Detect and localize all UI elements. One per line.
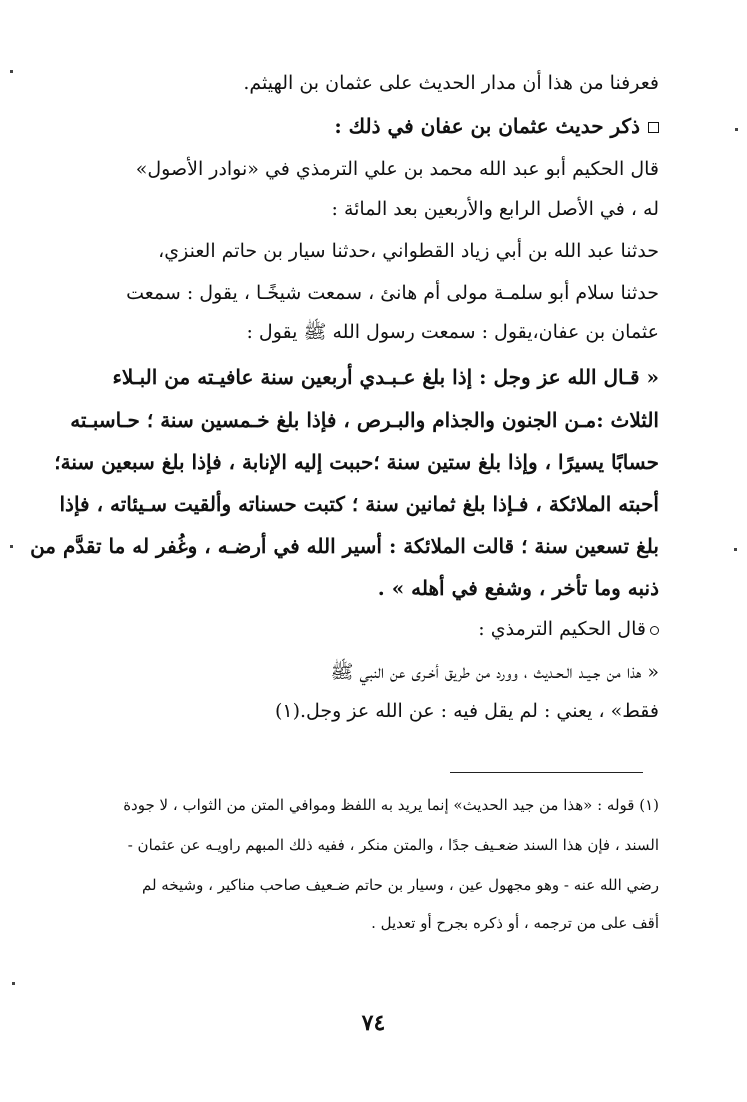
hadith-line: بلغ تسعين سنة ؛ قالت الملائكة : أسير الله في أرضـه ، وغُفر له ما تقدَّم من bbox=[30, 534, 659, 558]
hadith-line: أحبته الملائكة ، فـإذا بلغ ثمانين سنة ؛ كتبت حسناته وألقيت سـيئاته ، فإذا bbox=[59, 492, 659, 516]
footnote-line: أقف على من ترجمه ، أو ذكره بجرح أو تعديل . bbox=[371, 914, 659, 932]
circle-bullet-icon bbox=[650, 626, 659, 635]
body-line: « هذا من جـيـد الـحـديث ، وورد من طريق أخـرى عن النبي ﷺ bbox=[330, 661, 659, 683]
square-bullet-icon bbox=[648, 122, 659, 133]
body-line: له ، في الأصل الرابع والأربعين بعد المائة : bbox=[331, 198, 659, 220]
margin-mark bbox=[735, 128, 738, 131]
body-line: حدثنا سلام أبو سلمـة مولى أم هانئ ، سمعت شيخًـا ، يقول : سمعت bbox=[126, 282, 659, 304]
hadith-line: « قـال الله عز وجل : إذا بلغ عـبـدي أربعين سنة عافيـته من البـلاء bbox=[112, 365, 659, 389]
margin-mark bbox=[12, 982, 15, 985]
page-number: ٧٤ bbox=[361, 1010, 386, 1036]
footnote-line: السند ، فإن هذا السند ضعـيف جدًا ، والمتن منكر ، ففيه ذلك المبهم راويـه عن عثمان - bbox=[127, 836, 659, 854]
section-heading: ذكر حديث عثمان بن عفان في ذلك : bbox=[300, 114, 659, 138]
footnote-line: (١) قوله : «هذا من جيد الحديث» إنما يريد به اللفظ وموافي المتن من الثواب ، لا جودة bbox=[123, 796, 659, 814]
hadith-line: ذنبه وما تأخر ، وشفع في أهله » . bbox=[377, 576, 659, 600]
margin-mark bbox=[10, 545, 13, 548]
footnote-line: رضي الله عنه - وهو مجهول عين ، وسيار بن حاتم ضـعيف صاحب مناكير ، وشيخه لم bbox=[141, 876, 659, 894]
hadith-line: حسابًا يسيرًا ، وإذا بلغ ستين سنة ؛حببت إليه الإنابة ، فإذا بلغ سبعين سنة؛ bbox=[54, 450, 659, 474]
hadith-line: الثلاث :مـن الجنون والجذام والبـرص ، فإذا بلغ خـمسين سنة ؛ حـاسبـته bbox=[70, 408, 659, 432]
body-line: قال الحكيم أبو عبد الله محمد بن علي الترمذي في «نوادر الأصول» bbox=[135, 158, 659, 180]
body-line: عثمان بن عفان،يقول : سمعت رسول الله ﷺ يقول : bbox=[246, 321, 659, 343]
body-line: حدثنا عبد الله بن أبي زياد القطواني ،حدثنا سيار بن حاتم العنزي، bbox=[158, 240, 659, 262]
body-line: قال الحكيم الترمذي : bbox=[420, 618, 659, 640]
margin-mark bbox=[734, 548, 737, 551]
body-line: فقط» ، يعني : لم يقل فيه : عن الله عز وجل.(١) bbox=[274, 700, 659, 722]
body-line: فعرفنا من هذا أن مدار الحديث على عثمان بن الهيثم. bbox=[243, 72, 659, 94]
margin-mark bbox=[10, 70, 13, 73]
footnote-separator bbox=[450, 772, 643, 773]
